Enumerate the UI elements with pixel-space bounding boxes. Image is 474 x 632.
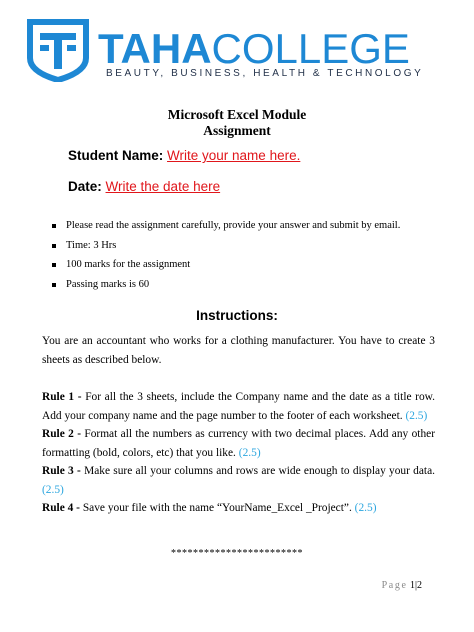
- brand-name-light: COLLEGE: [211, 25, 410, 72]
- date-field: [68, 179, 220, 194]
- intro-paragraph: You are an accountant who works for a clothing manufacturer. You have to create 3 sheets as described below.: [42, 335, 435, 366]
- brand-name-bold: TAHA: [98, 25, 212, 72]
- date-value[interactable]: Write the date here: [105, 179, 221, 194]
- list-item: [52, 239, 400, 259]
- rule-label: Rule 2 -: [42, 428, 81, 440]
- page-footer: [382, 580, 422, 591]
- rules-section: [42, 388, 435, 518]
- bullet-square-icon: [52, 263, 56, 267]
- page-separator: |: [414, 580, 417, 591]
- list-item: [52, 258, 400, 278]
- rule-marks: (2.5): [405, 409, 428, 422]
- bullet-square-icon: [52, 244, 56, 248]
- student-name-field: [68, 148, 300, 163]
- list-item-text: Time: 3 Hrs: [66, 239, 117, 251]
- bullet-square-icon: [52, 224, 56, 228]
- requirements-list: [52, 219, 400, 297]
- rule-label: Rule 1 -: [42, 391, 82, 403]
- instructions-heading: Instructions:: [196, 308, 278, 323]
- shield-T-icon: [26, 18, 90, 82]
- rule-marks: (2.5): [354, 502, 377, 514]
- rule-item: [42, 462, 435, 499]
- rule-item: [42, 425, 435, 462]
- student-name-value[interactable]: Write your name here.: [167, 148, 301, 163]
- rule-item: [42, 388, 435, 425]
- list-item: [52, 219, 400, 239]
- document-subtitle: Assignment: [203, 123, 271, 138]
- rule-text: Make sure all your columns and rows are wide enough to display your data.: [84, 465, 435, 477]
- date-label: Date:: [68, 179, 102, 194]
- college-logo: [26, 16, 450, 84]
- page-number: 1: [409, 580, 415, 591]
- rule-marks: (2.5): [42, 483, 64, 496]
- rule-text: Format all the numbers as currency with two decimal places. Add any other formatting (bold, colors, etc) that you like.: [42, 428, 436, 459]
- page-word: Page: [381, 580, 408, 591]
- brand-name: [98, 25, 410, 72]
- list-item: [52, 278, 400, 298]
- rule-text: For all the 3 sheets, include the Company name and the date as a title row. Add your company name and the page number to the footer of each worksheet.: [42, 391, 435, 422]
- rule-text: Save your file with the name “YourName_Excel _Project”.: [82, 502, 352, 514]
- rule-label: Rule 4 -: [42, 502, 80, 514]
- rule-label: Rule 3 -: [42, 465, 81, 477]
- list-item-text: Passing marks is 60: [66, 278, 150, 290]
- list-item-text: Please read the assignment carefully, provide your answer and submit by email.: [66, 220, 401, 231]
- rule-item: [42, 499, 435, 518]
- list-item-text: 100 marks for the assignment: [66, 259, 191, 270]
- student-name-label: Student Name:: [68, 148, 164, 163]
- page-total: 2: [417, 580, 422, 591]
- bullet-square-icon: [52, 283, 56, 287]
- document-title: Microsoft Excel Module: [167, 107, 307, 122]
- rule-marks: (2.5): [238, 446, 261, 459]
- brand-tagline: BEAUTY, BUSINESS, HEALTH & TECHNOLOGY: [106, 68, 424, 79]
- section-separator: ************************: [171, 548, 303, 559]
